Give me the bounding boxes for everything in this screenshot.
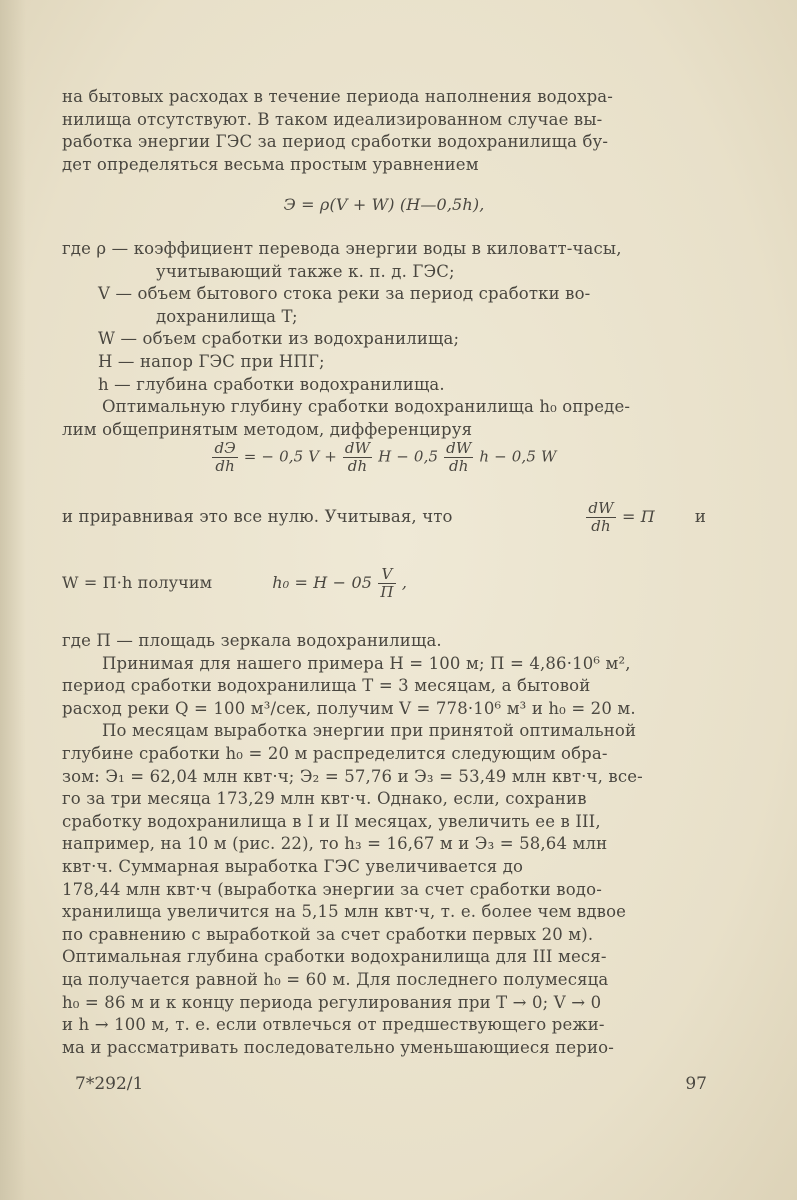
text-span: и [694, 507, 706, 527]
numerator: dW [588, 499, 614, 517]
text-line: h₀ = 86 м и к концу периода регулирования при T → 0; V → 0 [62, 992, 602, 1012]
text-line: например, на 10 м (рис. 22), то h₃ = 16,67 м и Э₃ = 58,64 млн [62, 834, 608, 854]
numerator: V [381, 565, 393, 583]
text-line: ма и рассматривать последовательно уменьшающиеся перио- [62, 1037, 614, 1057]
formula-h0 [272, 566, 407, 601]
formula-energy: Э = ρ(V + W) (H—0,5h), [283, 195, 485, 214]
formula-term: h − 0,5 W [479, 447, 557, 466]
text-line: лим общепринятым методом, дифференцируя [62, 419, 473, 439]
fraction [212, 440, 237, 475]
text-line: дет определяться весьма простым уравнением [62, 154, 479, 174]
where-intro: где ρ — коэффициент перевода энергии воды в киловатт-часы, [62, 239, 622, 258]
text-line: период сработки водохранилища T = 3 месяцам, а бытовой [62, 676, 591, 696]
denominator: dh [343, 457, 372, 475]
text-line: го за три месяца 173,29 млн квт·ч. Однако, если, сохранив [62, 789, 587, 809]
text-line: квт·ч. Суммарная выработка ГЭС увеличивается до [62, 856, 524, 876]
text-line: и h → 100 м, т. е. если отвлечься от предшествующего режи- [62, 1015, 605, 1035]
formula-dWdh [585, 500, 654, 535]
text-line: сработку водохранилища в I и II месяцах, увеличить ее в III, [62, 811, 601, 831]
page-spine-shadow [0, 0, 26, 1200]
paragraph-intro [62, 86, 706, 176]
definition-V: V — объем бытового стока реки за период сработки во- [98, 284, 591, 304]
text-line: глубине сработки h₀ = 20 м распределится следующим обра- [62, 743, 608, 763]
equate-line [62, 500, 706, 535]
formula-term: = − 0,5 V + [243, 447, 337, 466]
text-line: По месяцам выработка энергии при принятой оптимальной [102, 721, 637, 741]
text-line: расход реки Q = 100 м³/сек, получим V = 778·10⁶ м³ и h₀ = 20 м. [62, 698, 636, 718]
fraction [444, 440, 473, 475]
text-line: ца получается равной h₀ = 60 м. Для последнего полумесяца [62, 969, 609, 989]
text-line: нилища отсутствуют. В таком идеализированном случае вы- [62, 109, 603, 129]
fraction [586, 500, 615, 535]
text-line: хранилища увеличится на 5,15 млн квт·ч, т. е. более чем вдвое [62, 902, 627, 922]
text-span: и приравнивая это все нулю. Учитывая, что [62, 507, 453, 527]
formula-term: , [401, 573, 408, 592]
paragraph-example [62, 630, 706, 1059]
where-intro-cont: учитывающий также к. п. д. ГЭС; [156, 261, 455, 281]
text-line: 178,44 млн квт·ч (выработка энергии за счет сработки водо- [62, 879, 602, 899]
definition-h: h — глубина сработки водохранилища. [98, 374, 445, 394]
formula-derivative [62, 440, 706, 475]
text-line: зом: Э₁ = 62,04 млн квт·ч; Э₂ = 57,76 и Э₃ = 53,49 млн квт·ч, все- [62, 766, 643, 786]
denominator: dh [586, 517, 615, 535]
page-footer [75, 1074, 707, 1094]
text-line: по сравнению с выработкой за счет сработки первых 20 м). [62, 924, 594, 944]
text-line: Оптимальная глубина сработки водохранилища для III меся- [62, 947, 607, 967]
result-line [62, 566, 706, 601]
definitions-block [62, 238, 706, 441]
page-number: 97 [685, 1074, 707, 1094]
definition-W: W — объем сработки из водохранилища; [98, 329, 460, 349]
denominator: П [380, 583, 394, 601]
printer-signature: 7*292/1 [75, 1074, 144, 1094]
text-span: W = П·h получим [62, 573, 213, 593]
text-line: работка энергии ГЭС за период сработки водохранилища бу- [62, 132, 609, 152]
text-line: на бытовых расходах в течение периода наполнения водохра- [62, 87, 614, 106]
text-line: Оптимальную глубину сработки водохранилища h₀ опреде- [102, 397, 631, 417]
numerator: dЭ [214, 439, 236, 457]
definition-H: H — напор ГЭС при НПГ; [98, 351, 325, 371]
formula-term: h₀ = H − 05 [272, 573, 373, 592]
numerator: dW [344, 439, 371, 457]
denominator: dh [212, 457, 237, 475]
formula-term: H − 0,5 [378, 447, 439, 466]
fraction [343, 440, 372, 475]
formula-term: = П [621, 507, 655, 526]
text-line: Принимая для нашего примера H = 100 м; П = 4,86·10⁶ м², [102, 653, 631, 673]
definition-V-cont: дохранилища T; [156, 306, 298, 326]
numerator: dW [446, 439, 472, 457]
denominator: dh [444, 457, 473, 475]
fraction [378, 566, 395, 601]
where-P: где П — площадь зеркала водохранилища. [62, 631, 442, 650]
